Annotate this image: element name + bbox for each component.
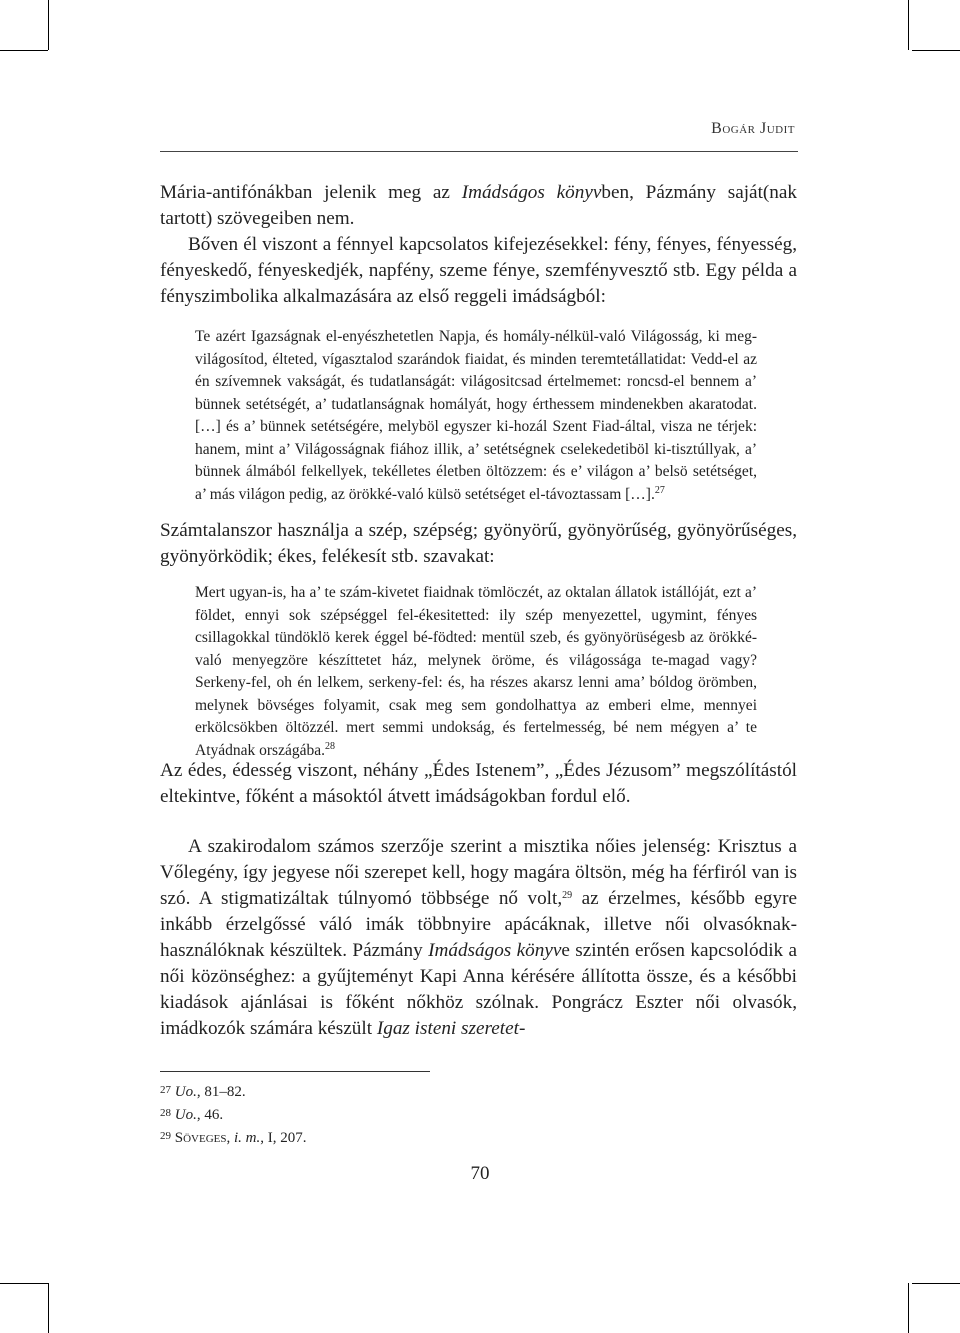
book-title: Imádságos könyv (428, 940, 562, 961)
footnote-abbr: Uo. (174, 1107, 197, 1123)
book-title: Igaz isteni szeretet- (376, 1018, 526, 1039)
footnote-item (160, 1126, 797, 1149)
footnote-text: , I, 207. (260, 1130, 307, 1146)
paragraph-3 (160, 518, 797, 570)
book-title: Imádságos könyv (461, 182, 602, 203)
text: e szintén erősen kapcsolódik a női közönséghez: a gyűjteményt Kapi Anna kérésére állította össze, és a későbbi kiadások ajánlásai is főként nőkhöz szólnak. Pongrácz Eszter női olvasók, imádkozók számára készült (160, 940, 797, 1039)
page-number: 70 (470, 1163, 490, 1184)
quote-text: Mert ugyan-is, ha a’ te szám-kivetet fiaidnak tömlöczét, az oktalan állatok istállóját, ezt a’ földet, ennyi sok szépséggel fel-ékesitetted: ily szép menyezettel, ugymint, fényes csillagokkal tündöklö kerek éggel bé-födted: mentül szeb, és gyönyörüségesb az örökké-való menyegzöre készíttetet ház, melynek öröme, és világossága te-magad vagy? Serkeny-fel, oh én lelkem, serkeny-fel: és, ha részes akarsz lenni ama’ bóldog örömben, melynek bövséges folyamit, csak meg sem gondolhattya az emberi elme, mennyei erkölcsökben öltözzél. mert semmi undokság, és fertelmesség, bé nem mégyen a’ te Atyádnak országába. (195, 584, 757, 759)
footnote-abbr: Uo. (174, 1084, 197, 1100)
block-quote-1 (195, 326, 757, 506)
text: Az édes, édesség viszont, néhány „Édes Istenem”, „Édes Jézusom” megszólítástól eltekintve, főként a másoktól átvett imádságokban fordul elő. (160, 760, 797, 807)
footnote-ref[interactable]: 27 (654, 484, 665, 496)
crop-mark (908, 1283, 909, 1333)
crop-mark (908, 0, 909, 50)
paragraph-2 (160, 232, 797, 310)
text: Számtalanszor használja a szép, szépség; gyönyörű, gyönyörűség, gyönyörűséges, gyönyörködik; ékes, felékesít stb. szavakat: (160, 520, 797, 567)
header-rule (160, 151, 798, 152)
crop-mark (0, 50, 48, 51)
paragraph-4 (160, 758, 797, 810)
running-header: Bogár Judit (711, 120, 795, 137)
block-quote-2 (195, 582, 757, 762)
footnote-author: Söveges (174, 1130, 227, 1146)
crop-mark (912, 50, 960, 51)
footnote-rule (160, 1071, 430, 1072)
footnote-text: , 81–82. (196, 1084, 246, 1100)
text: ben, Pázmány saját(nak tartott) szövegeiben nem. (160, 182, 797, 229)
footnote-ref[interactable]: 29 (562, 890, 573, 901)
text: az érzelmes, később egyre inkább érzelgőssé váló imák többnyire apácáknak, illetve női olvasóknak-használóknak készültek. Pázmány (160, 888, 797, 961)
crop-mark (0, 1283, 48, 1284)
footnote-item (160, 1080, 797, 1103)
footnotes (160, 1080, 797, 1149)
paragraph-5 (160, 834, 797, 1042)
footnote-ref[interactable]: 28 (324, 740, 335, 752)
footnote-number: 28 (160, 1107, 171, 1119)
footnote-abbr: i. m. (233, 1130, 261, 1146)
footnote-sep: , (226, 1130, 234, 1146)
text: Bőven él viszont a fénnyel kapcsolatos kifejezésekkel: fény, fényes, fényesség, fényeskedő, fényeskedjék, napfény, szeme fénye, szemfényvesztő stb. Egy példa a fényszimbolika alkalmazására az első reggeli imádságból: (160, 234, 797, 307)
footnote-number: 29 (160, 1130, 171, 1142)
footnote-item (160, 1103, 797, 1126)
crop-mark (48, 1283, 49, 1333)
crop-mark (912, 1283, 960, 1284)
footnote-number: 27 (160, 1084, 171, 1096)
footnote-text: , 46. (196, 1107, 224, 1123)
paragraph-1 (160, 180, 797, 232)
text: Mária-antifónákban jelenik meg az (160, 182, 462, 203)
text: A szakirodalom számos szerzője szerint a misztika nőies jelenség: Krisztus a Vőlegény, így jegyese női szerepet kell, hogy magára öltsön, még ha férfiról van is szó. A stigmatizáltak túlnyomó többsége nő volt, (160, 836, 797, 909)
quote-text: Te azért Igazságnak el-enyészhetetlen Napja, és homály-nélkül-való Világosság, ki meg-világosítod, élteted, vígasztalod szarándok fiaidat, és minden teremtetállatidat: Vedd-el az én szívemnek vakságát, és tudatlanságát: világositcsad értelmemet: roncsd-el bennem a’ bünnek setétségét, a’ tudatlanságnak homályát, hogy érthessem mindenekben akaratodat. […] és a’ bünnek setétségére, melyböl egyszer ki-hozál Szent Fiad-által, visza ne térjek: hanem, mint a’ Világosságnak fiához illik, a’ setétségnek cselekedetiböl ki-tisztúllyak, a’ bünnek álmából felkellyek, tekélletes életben öltözzem: és e’ világon a’ belsö setétséget, a’ más világon pedig, az örökké-való külsö setétséget el-távoztassam […]. (195, 328, 757, 503)
crop-mark (48, 0, 49, 50)
